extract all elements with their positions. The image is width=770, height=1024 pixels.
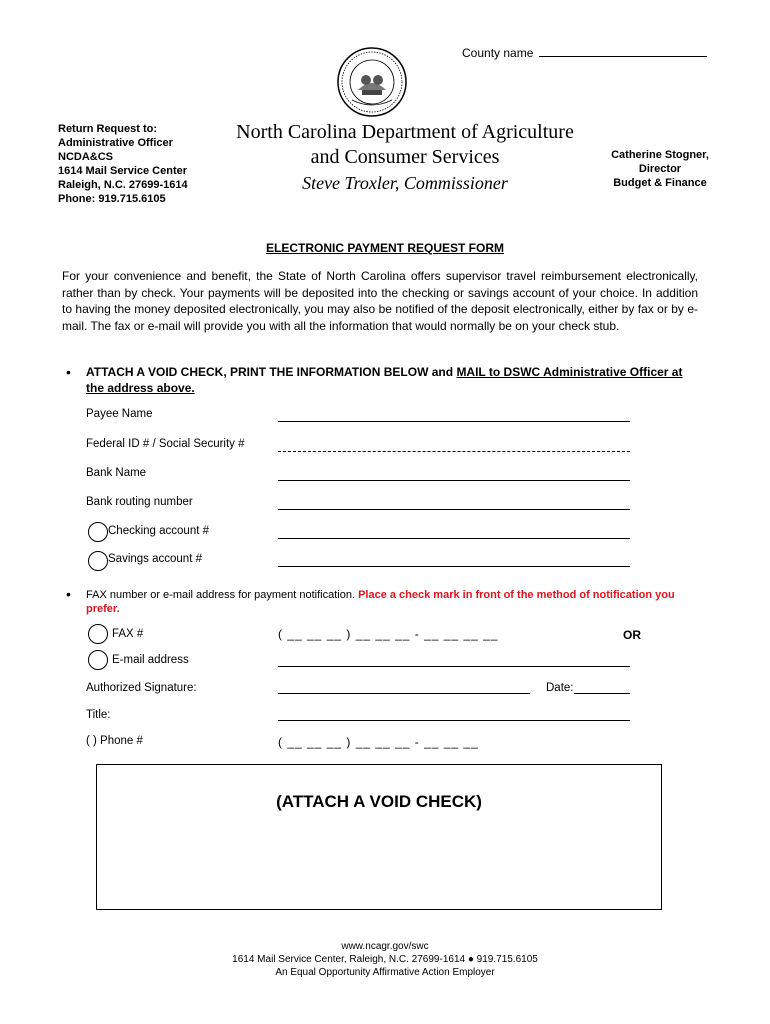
signature-field[interactable]: [278, 693, 530, 694]
bank-name-field[interactable]: [278, 480, 630, 481]
return-address: [58, 122, 188, 206]
email-label: E-mail address: [112, 654, 189, 666]
county-name-label: County name: [462, 46, 534, 60]
federal-id-label: Federal ID # / Social Security #: [86, 438, 245, 450]
director-line: Catherine Stogner,: [611, 149, 709, 161]
form-title: [0, 241, 770, 255]
payee-name-field[interactable]: [278, 421, 630, 422]
commissioner-name: Steve Troxler, Commissioner: [302, 173, 508, 193]
county-name-field[interactable]: [462, 46, 707, 60]
checking-account-label: Checking account #: [108, 525, 210, 537]
checking-account-field[interactable]: [278, 538, 630, 539]
title-label: Title:: [86, 709, 111, 721]
date-field[interactable]: [574, 693, 630, 694]
bullet-icon: •: [66, 586, 71, 602]
footer-eoe: An Equal Opportunity Affirmative Action Employer: [275, 967, 495, 978]
footer-address: 1614 Mail Service Center, Raleigh, N.C. 27699-1614 ● 919.715.6105: [232, 954, 538, 965]
phone-label: ( ) Phone #: [86, 735, 143, 747]
director-line: Director: [638, 163, 682, 175]
email-checkbox[interactable]: [88, 650, 108, 670]
department-name-line1: North Carolina Department of Agriculture: [236, 121, 574, 143]
director-line: Budget & Finance: [613, 177, 707, 189]
department-name-line2: and Consumer Services: [310, 146, 500, 168]
fax-checkbox[interactable]: [88, 624, 108, 644]
routing-number-label: Bank routing number: [86, 496, 193, 508]
return-line: NCDA&CS: [58, 151, 113, 163]
section1-instruction: [86, 364, 686, 396]
state-seal-icon: [336, 46, 408, 118]
federal-id-field[interactable]: [278, 451, 630, 452]
section1-text: ATTACH A VOID CHECK, PRINT THE INFORMATION BELOW and: [86, 365, 457, 379]
return-line: 1614 Mail Service Center: [58, 165, 188, 177]
checking-checkbox[interactable]: [88, 522, 108, 542]
department-heading: [210, 120, 600, 196]
section2-instruction: [86, 588, 686, 616]
bullet-icon: •: [66, 364, 71, 380]
return-line: Phone: 919.715.6105: [58, 193, 166, 205]
void-check-box: [96, 764, 662, 910]
savings-checkbox[interactable]: [88, 551, 108, 571]
director-block: [600, 148, 720, 190]
return-line: Return Request to:: [58, 123, 157, 135]
fax-label: FAX #: [112, 628, 144, 640]
form-title-text: ELECTRONIC PAYMENT REQUEST FORM: [265, 241, 504, 255]
signature-label: Authorized Signature:: [86, 682, 197, 694]
section2-red-text: Place a check mark in front of the method of notification you prefer.: [86, 589, 675, 615]
footer: [0, 940, 770, 979]
or-label: OR: [623, 628, 641, 642]
email-field[interactable]: [278, 666, 630, 667]
return-line: Raleigh, N.C. 27699-1614: [58, 179, 188, 191]
title-field[interactable]: [278, 720, 630, 721]
section1-underlined-text: MAIL to DSWC Administrative Officer at the address above.: [86, 365, 683, 395]
bank-name-label: Bank Name: [86, 467, 147, 479]
savings-account-field[interactable]: [278, 566, 630, 567]
payee-name-label: Payee Name: [86, 408, 153, 420]
routing-number-field[interactable]: [278, 509, 630, 510]
date-label: Date:: [546, 682, 574, 694]
county-name-line[interactable]: [539, 46, 707, 57]
savings-account-label: Savings account #: [108, 553, 202, 565]
section2-text: FAX number or e-mail address for payment notification.: [86, 589, 359, 601]
footer-website: www.ncagr.gov/swc: [341, 941, 429, 952]
phone-number-field[interactable]: ( __ __ __ ) __ __ __ - __ __ __: [278, 735, 479, 749]
return-line: Administrative Officer: [58, 137, 173, 149]
fax-number-field[interactable]: ( __ __ __ ) __ __ __ - __ __ __ __: [278, 627, 499, 641]
void-check-label: (ATTACH A VOID CHECK): [276, 792, 482, 811]
intro-paragraph: For your convenience and benefit, the State of North Carolina offers supervisor travel reimbursement electronically, rather than by check. Your payments will be deposited into the checking or savings account of your choice. In addition to having the money deposited electronically, you may also be notified of the deposit electronically, either by fax or by e-mail. The fax or e-mail will provide you with all the information that would normally be on your check stub.: [62, 269, 698, 333]
